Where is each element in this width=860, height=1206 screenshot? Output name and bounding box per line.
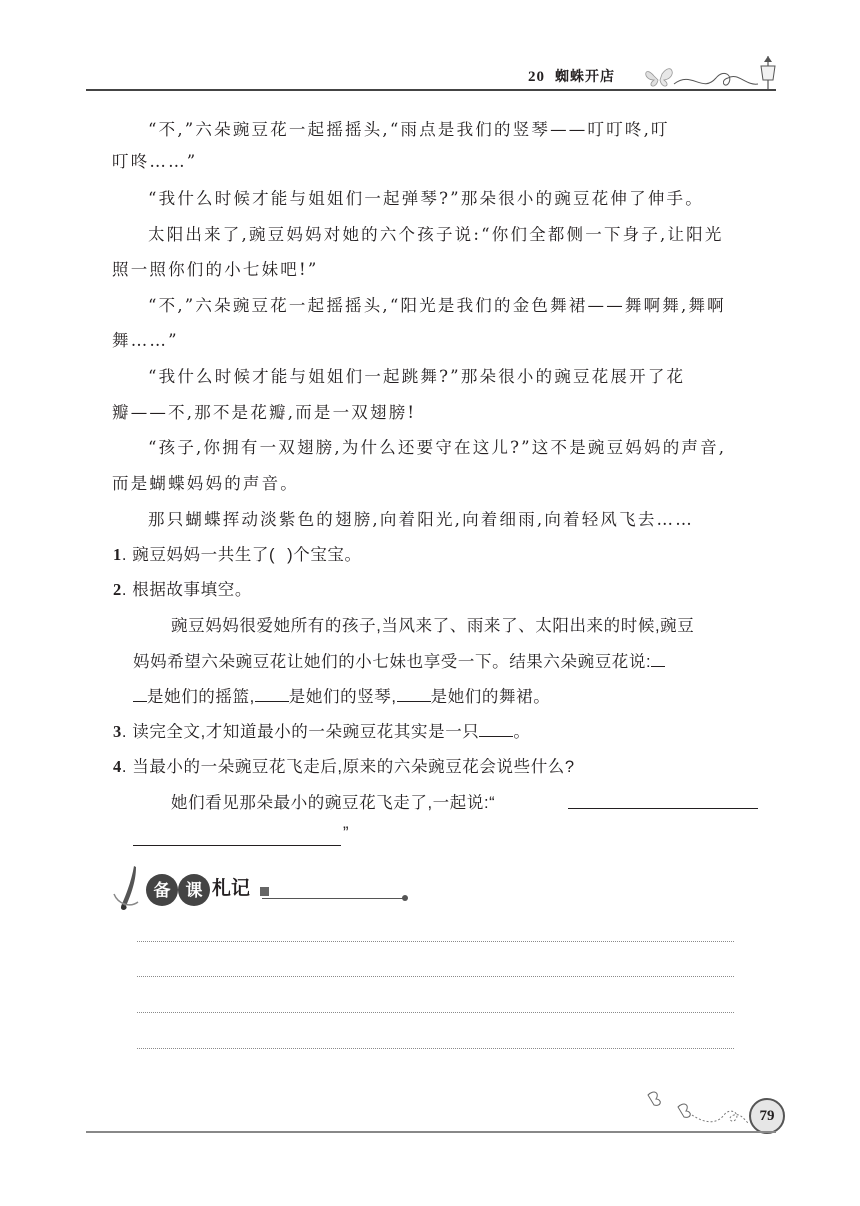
notes-rule-dot [402,895,408,901]
story-line: 舞……” [112,331,179,350]
corner-square-icon [258,885,270,897]
svg-text:备: 备 [153,881,171,901]
question-number: 4 [113,757,122,776]
question-number: 3 [113,722,122,741]
butterfly-lantern-decoration-icon [640,50,790,100]
story-line: 太阳出来了,豌豆妈妈对她的六个孩子说:“你们全都侧一下身子,让阳光 [148,225,724,244]
closing-quote: ” [343,824,350,842]
butterfly-swirl-decoration-icon [640,1085,750,1133]
lesson-title: 蜘蛛开店 [555,69,615,85]
svg-text:课: 课 [185,881,203,901]
question-2-passage: 是她们的摇篮, 是她们的竖琴, 是她们的舞裙。 [133,683,550,707]
answer-blank[interactable] [133,687,147,702]
story-line: 那只蝴蝶挥动淡紫色的翅膀,向着阳光,向着细雨,向着轻风飞去…… [148,510,694,529]
story-line: 叮咚……” [112,152,198,171]
question-4: 4. 当最小的一朵豌豆花飞走后,原来的六朵豌豆花会说些什么? [113,757,575,776]
note-line[interactable] [137,941,734,942]
answer-line[interactable] [568,808,758,809]
question-4-prompt: 她们看见那朵最小的豌豆花飞走了,一起说:“ [171,794,496,812]
note-line[interactable] [137,976,734,977]
notes-rule [262,898,404,899]
story-line: “我什么时候才能与姐姐们一起弹琴?”那朵很小的豌豆花伸了伸手。 [148,189,704,208]
question-number: 1 [113,545,122,564]
question-2-passage: 豌豆妈妈很爱她所有的孩子,当风来了、雨来了、太阳出来的时候,豌豆 [171,617,695,635]
story-line: 而是蝴蝶妈妈的声音。 [112,474,299,493]
question-1: 1. 豌豆妈妈一共生了( )个宝宝。 [113,545,362,564]
answer-blank[interactable] [255,687,289,702]
question-2: 2. 根据故事填空。 [113,580,252,599]
lesson-number: 20 [528,69,545,85]
question-2-passage: 妈妈希望六朵豌豆花让她们的小七妹也享受一下。结果六朵豌豆花说: [133,648,665,672]
answer-blank[interactable] [397,687,431,702]
note-line[interactable] [137,1012,734,1013]
running-header [528,66,615,86]
story-line: “孩子,你拥有一双翅膀,为什么还要守在这儿?”这不是豌豆妈妈的声音, [148,438,727,457]
header-rule [86,89,776,91]
story-line: 照一照你们的小七妹吧!” [112,260,319,279]
page-number: 79 [749,1098,785,1134]
question-3: 3. 读完全文,才知道最小的一朵豌豆花其实是一只 。 [113,722,531,741]
note-line[interactable] [137,1048,734,1049]
footer-rule [86,1131,776,1133]
answer-blank[interactable] [651,652,665,667]
story-line: “不,”六朵豌豆花一起摇摇头,“阳光是我们的金色舞裙——舞啊舞,舞啊 [148,296,726,315]
notes-title: 札记 [212,877,251,899]
story-line: 瓣——不,那不是花瓣,而是一双翅膀! [112,403,417,422]
brush-pen-icon [112,864,212,912]
story-line: “不,”六朵豌豆花一起摇摇头,“雨点是我们的竖琴——叮叮咚,叮 [148,120,670,139]
question-number: 2 [113,580,122,599]
answer-blank[interactable] [275,546,287,560]
answer-blank[interactable] [479,722,513,737]
story-line: “我什么时候才能与姐姐们一起跳舞?”那朵很小的豌豆花展开了花 [148,367,686,386]
answer-line[interactable] [133,845,341,846]
